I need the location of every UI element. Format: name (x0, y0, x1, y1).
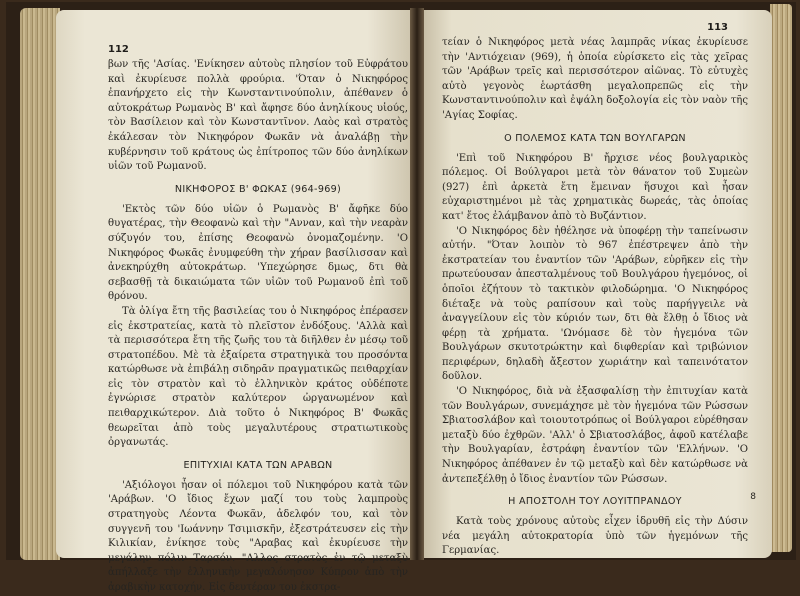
paragraph: 'Αξιόλογοι ἦσαν οἱ πόλεμοι τοῦ Νικηφόρου κατὰ τῶν 'Αράβων. 'Ο ἴδιος ἔχων μαζί του τοὺς λαμπροὺς στρατηγοὺς Λέοντα Φωκᾶν, ἀδελφόν του, καὶ τὸν συγγενῆ του 'Ιωάννην Τσιμισκῆν, ἐξεστράτευσεν εἰς τὴν Κιλικίαν, ἐνίκησε τοὺς "Αραβας καὶ ἐκυρίευσε τὴν μεγάλην πόλιν Ταρσόν. "Αλλος στρατὸς ἐν τῷ μεταξὺ ἀπήλλαξε τὴν ἑλληνικὴν μεγαλόνησον Κύπρον ἀπὸ τὴν ἀραβικὴν κατοχήν. Εἰς δευτέραν του ἐκστρα- (108, 479, 408, 593)
paragraph: 'Εκτὸς τῶν δύο υἱῶν ὁ Ρωμανὸς Β' ἄφῆκε δύο θυγατέρας, τὴν Θεοφανὼ καὶ τὴν "Ανναν, καὶ τὴν νεαρὰν σύζυγόν του, ἐπίσης Θεοφανὼ ὀνομαζομένην. 'Ο Νικηφόρος Φωκᾶς ἐνυμφεύθη τὴν χήραν βασίλισσαν καὶ ἀνεκηρύχθη αὐτοκράτωρ. 'Υπεχώρησε δμως, δτι θὰ σεβασθῇ τὰ δικαιώματα τῶν υἱῶν τοῦ Ρωμανοῦ ἐπὶ τοῦ θρόνου. (108, 203, 408, 303)
page-edges-left (20, 8, 60, 560)
paragraph: Κατὰ τοὺς χρόνους αὐτοὺς εἶχεν ἱδρυθῆ εἰς τὴν Δύσιν νέα μεγάλη αὐτοκρατορία ὑπὸ τῶν ἡγεμόνων τῆς Γερμανίας. (442, 516, 748, 557)
paragraph: 'Επὶ τοῦ Νικηφόρου Β' ἤρχισε νέος βουλγαρικὸς πόλεμος. Οἱ Βούλγαροι μετὰ τὸν θάνατον τοῦ Συμεὼν (927) ἐπὶ ἀρκετὰ ἔτη ἔμειναν ἥσυχοι καὶ ἦσαν εὐχαριστημένοι μὲ τὰς χρηματικὰς δωρεάς, τὰς ὁποίας κατ' ἔτος ἐλάμβανον ἀπὸ τὸ Βυζάντιον. (442, 152, 748, 222)
section-heading: ΕΠΙΤΥΧΙΑΙ ΚΑΤΑ ΤΩΝ ΑΡΑΒΩΝ (183, 459, 333, 471)
section-heading: ΝΙΚΗΦΟΡΟΣ Β' ΦΩΚΑΣ (964-969) (174, 183, 342, 195)
paragraph: τείαν ὁ Νικηφόρος μετὰ νέας λαμπρᾶς νίκας ἐκυρίευσε τὴν 'Αντιόχειαν (969), ἡ ὁποία εὑρίσκετο εἰς τὰς χεῖρας τῶν 'Αράβων τρεῖς καὶ περισσότερον αἰῶνας. Τὸ εὐτυχὲς αὐτὸ γεγονὸς ἑωρτάσθη μεγαλοπρεπῶς εἰς τὴν Κωνσταντινούπολιν καὶ ἐψάλη δοξολογία εἰς τὸν ναὸν τῆς 'Αγίας Σοφίας. (442, 37, 748, 121)
paragraph: 'Ο Νικηφόρος, διὰ νὰ ἐξασφαλίσῃ τὴν ἐπιτυχίαν κατὰ τῶν Βουλγάρων, συνεμάχησε μὲ τὸν ἡγεμόνα τῶν Ρώσσων Σβιατοσλάβον καὶ τοιουτοτρόπως οἱ Βούλγαροι εὑρέθησαν μεταξὺ δύο ἐχθρῶν. 'Αλλ' ὁ Σβιατοσλάβος, ἀφοῦ κατέλαβε τὴν Βουλγαρίαν, ἐστράφη ἐναντίον τῶν 'Ελλήνων. 'Ο Νικηφόρος ἀπέθανεν ἐν τῷ μεταξὺ καὶ δὲν κατώρθωσε νὰ ἀντεπεξέλθῃ ὁ ἴδιος ἐναντίον τῶν Ρώσσων. (442, 386, 748, 485)
book-gutter (410, 8, 424, 560)
paragraph: Τὰ ὀλίγα ἔτη τῆς βασιλείας του ὁ Νικηφόρος ἐπέρασεν εἰς ἐκστρατείας, κατὰ τὸ πλεῖστον ἐνδόξους. 'Αλλὰ καὶ τὰ περισσότερα ἔτη τῆς ζωῆς του τὰ διῆλθεν ἐν μέσῳ τοῦ στρατοπέδου. Μὲ τὰ ἐξαίρετα στρατηγικὰ του προσόντα κατώρθωσε νὰ ἐπιβάλῃ σιδηρᾶν πραγματικῶς πειθαρχίαν εἰς τὸν στρατὸν καὶ τὸ ἑλληνικὸν κράτος οὐδέποτε ἐγνώρισε στρατὸν καλύτερον ὠργανωμένον καὶ πειθαρχικώτερον. Διὰ τοῦτο ὁ Νικηφόρος Β' Φωκᾶς θεωρεῖται ἀπὸ τοὺς μεγαλυτέρους στρατιωτικοὺς ὀργανωτάς. (108, 305, 408, 449)
section-heading: Ο ΠΟΛΕΜΟΣ ΚΑΤΑ ΤΩΝ ΒΟΥΛΓΑΡΩΝ (504, 132, 686, 144)
page-edges-right (770, 4, 792, 552)
paragraph: βων τῆς 'Ασίας. 'Ενίκησεν αὐτοὺς πλησίον τοῦ Εὐφράτου καὶ ἐκυρίευσε πολλὰ φρούρια. 'Όταν ὁ Νικηφόρος ἐπανήρχετο εἰς τὴν Κωνσταντινούπολιν, ἀπέθανεν ὁ αὐτοκράτωρ Ρωμανὸς Β' καὶ ἄφησε δύο ἀνηλίκους υἱούς, τὸν Βασίλειον καὶ τὸν Κωνσταντῖνον. Λαὸς καὶ στρατὸς ἐκάλεσαν τὸν Νικηφόρον Φωκᾶν νὰ ἀναλάβῃ τὴν κυβέρνησιν τοῦ κράτους ὡς ἐπίτροπος τῶν δύο ἀνηλίκων υἱῶν τοῦ Ρωμανοῦ. (108, 59, 408, 173)
page-number-left: 112 (108, 44, 129, 55)
left-page (56, 10, 418, 593)
page-number-right: 113 (707, 22, 728, 33)
signature-mark: 8 (750, 492, 756, 502)
section-heading: Η ΑΠΟΣΤΟΛΗ ΤΟΥ ΛΟΥΙΤΠΡΑΝΔΟΥ (508, 496, 682, 508)
paragraph: 'Ο Νικηφόρος δὲν ἠθέλησε νὰ ὑποφέρῃ τὴν ταπείνωσιν αὐτήν. "Όταν λοιπὸν τὸ 967 ἐπέστρεψεν ἀπὸ τὴν ἐκστρατείαν του ἐναντίον τῶν 'Αράβων, εὑρῆκεν εἰς τὴν πρωτεύουσαν ἀπεσταλμένους τοῦ Βουλγάρου ἡγεμόνος, οἱ ὁποῖοι ἐζήτουν τὸ τακτικὸν φιλοδώρημα. 'Ο Νικηφόρος διέταξε νὰ τοὺς ραπίσουν καὶ τοὺς παρήγγειλε νὰ ἀναγγείλουν εἰς τὸν κύριόν των, δτι θὰ ἔλθῃ ὁ ἴδιος νὰ φέρῃ τὰ χρήματα. 'Ωνόμασε δὲ τὸν ἡγεμόνα τῶν Βουλγάρων σκυτοτρώκτην καὶ διφθερίαν καὶ τριβώνιον περιφέρων, δηλαδὴ ἄξεστον χωριάτην καὶ ταπεινότατον δοῦλον. (442, 225, 748, 383)
right-page (416, 10, 772, 558)
